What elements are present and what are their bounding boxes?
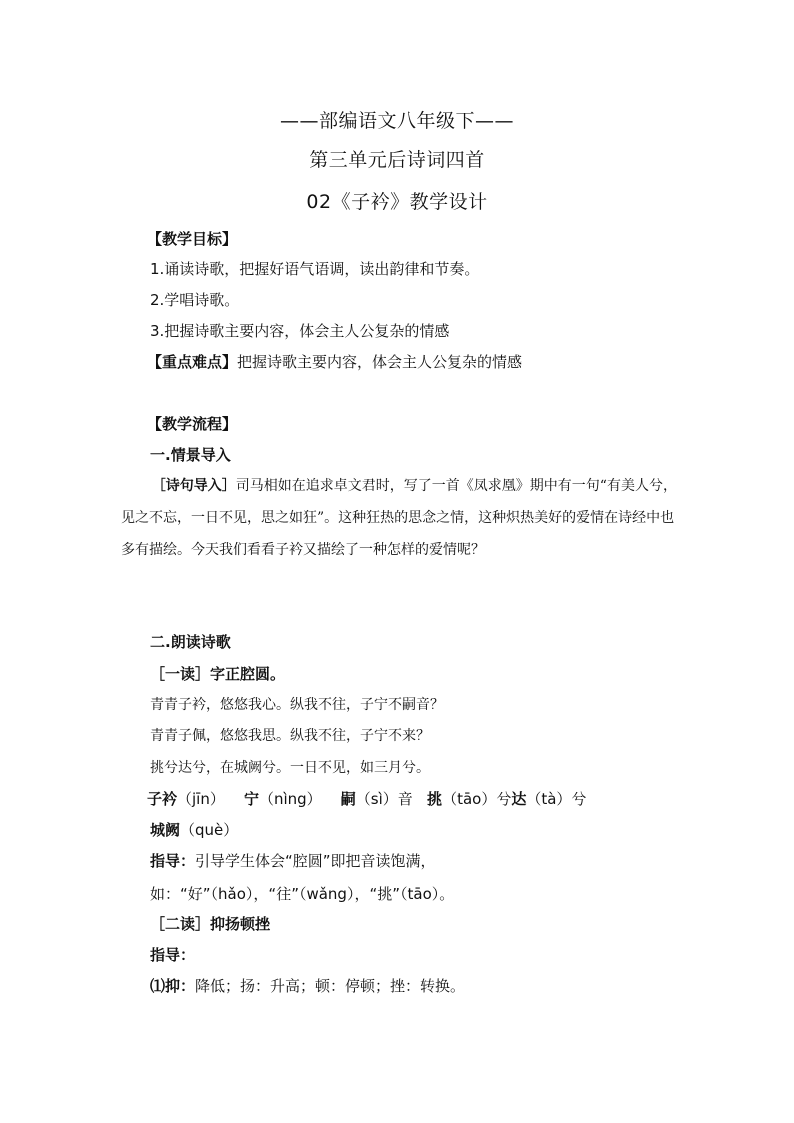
pinyin-row <box>147 789 586 809</box>
process-label: 【教学流程】 <box>147 415 238 433</box>
pinyin-note-3: （sì）音 <box>355 790 413 808</box>
section2-heading: 二.朗读诗歌 <box>150 633 231 651</box>
intro-label: ［诗句导入］ <box>151 478 236 494</box>
lesson-title: 02《子衿》教学设计 <box>306 191 488 213</box>
pinyin-row-2 <box>150 820 238 840</box>
pinyin-word-5: 达 <box>511 790 527 808</box>
poem-line-1: 青青子衿，悠悠我心。纵我不往，子宁不嗣音？ <box>150 697 444 713</box>
poem-line-2: 青青子佩，悠悠我思。纵我不往，子宁不来？ <box>150 728 430 744</box>
objectives-label: 【教学目标】 <box>147 230 238 248</box>
pinyin-word-4: 挑 <box>427 790 443 808</box>
section1-heading: 一.情景导入 <box>150 446 231 464</box>
objective-item-1: 1.诵读诗歌，把握好语气语调，读出韵律和节奏。 <box>150 260 480 278</box>
keypoints-label: 【重点难点】 <box>147 353 238 371</box>
intro-text: 司马相如在追求卓文君时，写了一首《凤求凰》期中有一句“有美人兮，见之不忘，一日不见，思之如狂”。这种狂热的思念之情，这种炽热美好的爱情在诗经中也多有描绘。今天我们看看子衿又描绘了一种怎样的爱情呢？ <box>121 478 677 558</box>
guide2-label: 指导： <box>150 946 196 964</box>
poem-line-3: 挑兮达兮，在城阙兮。一日不见，如三月兮。 <box>150 760 430 776</box>
series-title: ——部编语文八年级下—— <box>279 110 514 132</box>
pinyin-note-4: （tāo）兮 <box>442 790 512 808</box>
objective-item-3: 3.把握诗歌主要内容，体会主人公复杂的情感 <box>150 322 450 340</box>
pinyin-note-5: （tà）兮 <box>526 790 587 808</box>
keypoints-line <box>147 352 522 372</box>
item1-label: ⑴抑： <box>150 977 196 995</box>
guide1-text: 引导学生体会“腔圆”即把音读饱满，如：“好”（hǎo），“往”（wǎng），“挑”（tāo）。 <box>150 852 455 903</box>
keypoints-text: 把握诗歌主要内容，体会主人公复杂的情感 <box>237 353 523 371</box>
intro-paragraph <box>121 470 677 566</box>
pinyin-word-3: 嗣 <box>340 790 356 808</box>
pinyin-word-6: 城阙 <box>150 821 181 839</box>
item1-text: 降低；扬：升高；顿：停顿；挫：转换。 <box>195 977 466 995</box>
guide1-paragraph <box>150 845 680 911</box>
read2-label: ［二读］抑扬顿挫 <box>150 915 271 933</box>
objective-item-2: 2.学唱诗歌。 <box>150 291 240 309</box>
pinyin-note-1: （jīn） <box>177 790 225 808</box>
pinyin-note-6: （què） <box>180 821 239 839</box>
pinyin-word-2: 宁 <box>243 790 259 808</box>
guide1-label: 指导： <box>150 852 196 870</box>
pinyin-note-2: （nìng） <box>258 790 322 808</box>
unit-title: 第三单元后诗词四首 <box>309 149 485 171</box>
read1-label: ［一读］字正腔圆。 <box>150 665 286 683</box>
pinyin-word-1: 子衿 <box>147 790 178 808</box>
item1-line <box>150 976 465 996</box>
